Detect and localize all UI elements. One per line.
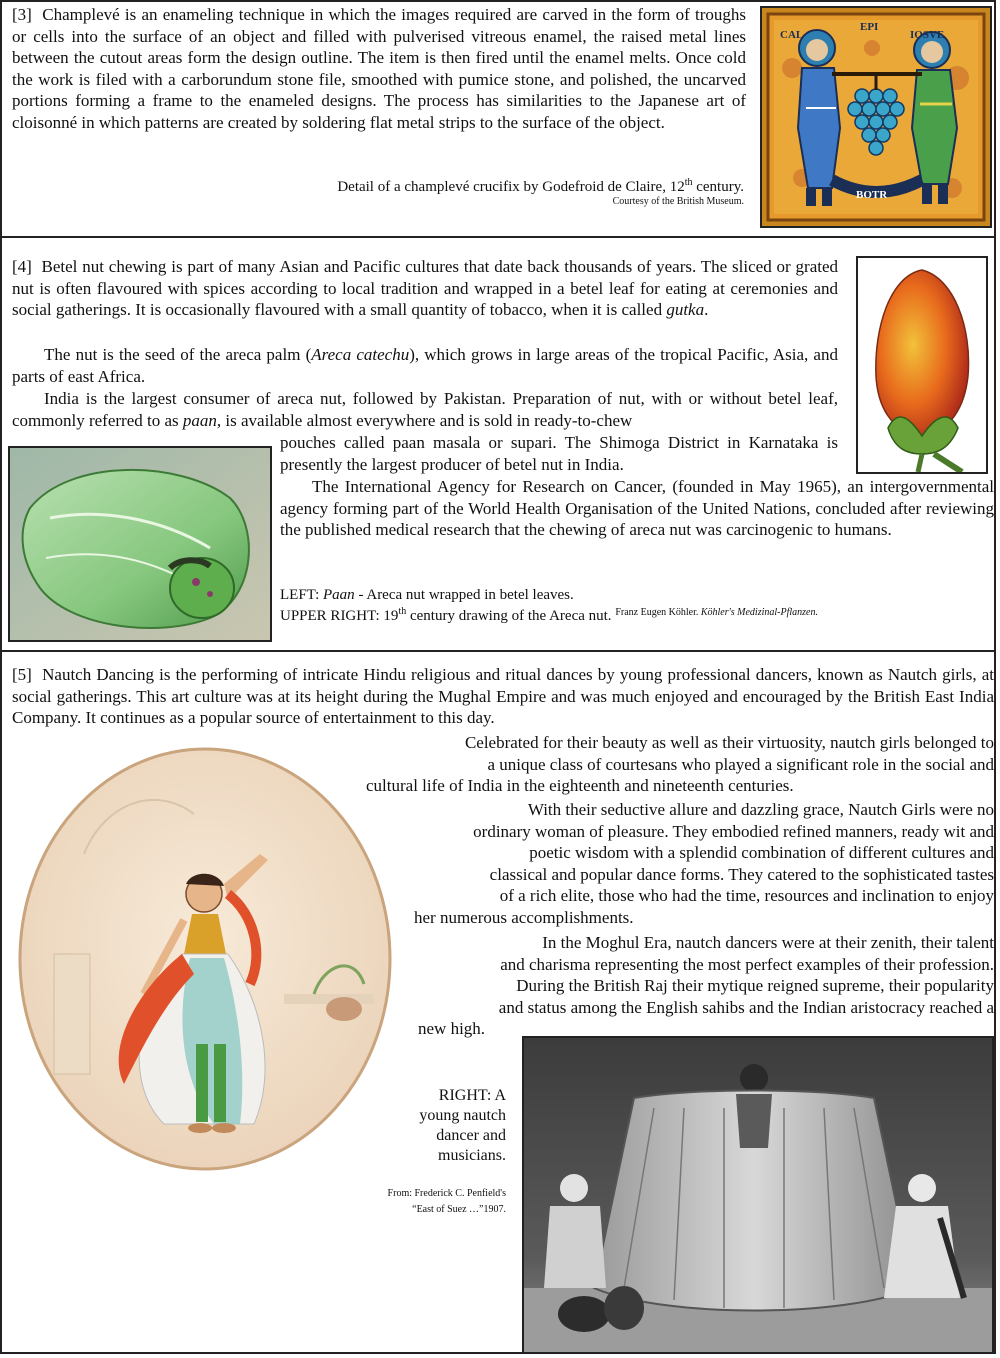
betel-paragraph-4: The International Agency for Research on Cancer, (founded in May 1965), an intergovernmental agency forming part of the World Health Organisation of the United Nations, concluded after reviewing the published medical research that the chewing of areca nut was carcinogenic to humans. [280, 477, 994, 539]
nautch-source: From: Frederick C. Penfield's “East of Suez …”1907. [387, 1188, 506, 1215]
nautch-paragraph-4: In the Moghul Era, nautch dancers were at their zenith, their talent and charisma representing the most perfect examples of their profession. During the British Raj their mytique reigned supreme, their popularity and status among the English sahibs and the Indian aristocracy reached a new high. [418, 933, 994, 1038]
section-number: [3] [12, 5, 32, 24]
caption-left: LEFT: Paan - Areca nut wrapped in betel leaves. [280, 587, 574, 603]
champleve-paragraph: [3] Champlevé is an enameling technique in which the images required are carved in the form of troughs or cells into the surface of an object and filled with pulverised vitreous enamel, the raised metal lines between the cutout areas form the design outline. The item is then fired until the enamel melts. Once cold the work is filed with a carborundum stone file, smoothed with pumice stone, and polished, the uncarved portions forming a frame to the enameled designs. The process has similarities to the Japanese art of cloisonné in which patterns are created by soldering flat metal strips to the surface of the object. [12, 5, 746, 132]
enamel-illustration [762, 8, 990, 226]
nautch-photograph [522, 1036, 994, 1354]
betel-paragraph-2: The nut is the seed of the areca palm (Areca catechu), which grows in large areas of the tropical Pacific, Asia, and parts of east Africa. [12, 345, 838, 386]
betel-paragraph-3: India is the largest consumer of areca nut, followed by Pakistan. Preparation of nut, with or without betel leaf, commonly referred to as paan, is available almost everywhere and is sold in ready-to-chew [12, 389, 838, 430]
paan-illustration [10, 448, 270, 640]
section-champleve [2, 2, 996, 238]
nautch-paragraph-3: With their seductive allure and dazzling grace, Nautch Girls were no ordinary woman of pleasure. They embodied refined manners, ready wit and poetic wisdom with a splendid combination of different cultures and classical and popular dance forms. They catered to the sophisticated tastes of a rich elite, those who had the time, resources and inclination to enjoy her numerous accomplishments. [414, 800, 994, 927]
enamel-label-right: IOSVE [910, 29, 945, 41]
section-number: [4] [12, 257, 32, 276]
champleve-image [760, 6, 992, 228]
champleve-credit: Courtesy of the British Museum. [612, 196, 744, 207]
nautch-paragraph-1: [5] Nautch Dancing is the performing of intricate Hindu religious and ritual dances by young professional dancers, known as Nautch girls, at social gatherings. This art culture was at its height during the Mughal Empire and was much enjoyed and encouraged by the British East India Company. It continues as a popular source of entertainment to this day. [12, 665, 994, 727]
nautch-painting-illustration [14, 744, 396, 1174]
areca-nut-illustration [858, 258, 986, 472]
nautch-painting [14, 744, 396, 1174]
nautch-paragraph-2: Celebrated for their beauty as well as their virtuosity, nautch girls belonged to a unique class of courtesans who played a significant role in the social and cultural life of India in the eighteenth and nineteenth centuries. [366, 733, 994, 795]
betel-captions [280, 586, 996, 625]
champleve-caption: Detail of a champlevé crucifix by Godefroid de Claire, 12th century. [337, 177, 744, 195]
paan-photo [8, 446, 272, 642]
nautch-photo-illustration [524, 1038, 992, 1352]
section-nautch [2, 652, 996, 1354]
section-number: [5] [12, 665, 32, 684]
nautch-caption: RIGHT: A young nautch dancer and musicians. [419, 1087, 506, 1164]
enamel-label-mid: EPI [860, 21, 879, 33]
section-betel-nut [2, 238, 996, 652]
caption-credit: Franz Eugen Köhler. Köhler's Medizinal-Pflanzen. [615, 607, 818, 618]
betel-paragraph-1: [4] Betel nut chewing is part of many Asian and Pacific cultures that date back thousands of years. The sliced or grated nut is often flavoured with spices according to local tradition and wrapped in a betel leaf for eating at ceremonies and social gatherings. It is occasionally flavoured with a small quantity of tobacco, when it is called gutka. [12, 257, 839, 319]
areca-nut-image [856, 256, 988, 474]
enamel-label-bottom: BOTR [856, 189, 888, 201]
enamel-label-left: CAL [780, 29, 804, 41]
caption-upper-right: UPPER RIGHT: 19th century drawing of the Areca nut. $^{Franz Eugen Köhler. Köhler's Medizinal-Pflanzen.}$ [280, 606, 818, 624]
betel-paragraph-3-cont: pouches called paan masala or supari. The Shimoga District in Karnataka is presently the largest producer of betel nut in India. [280, 433, 838, 474]
